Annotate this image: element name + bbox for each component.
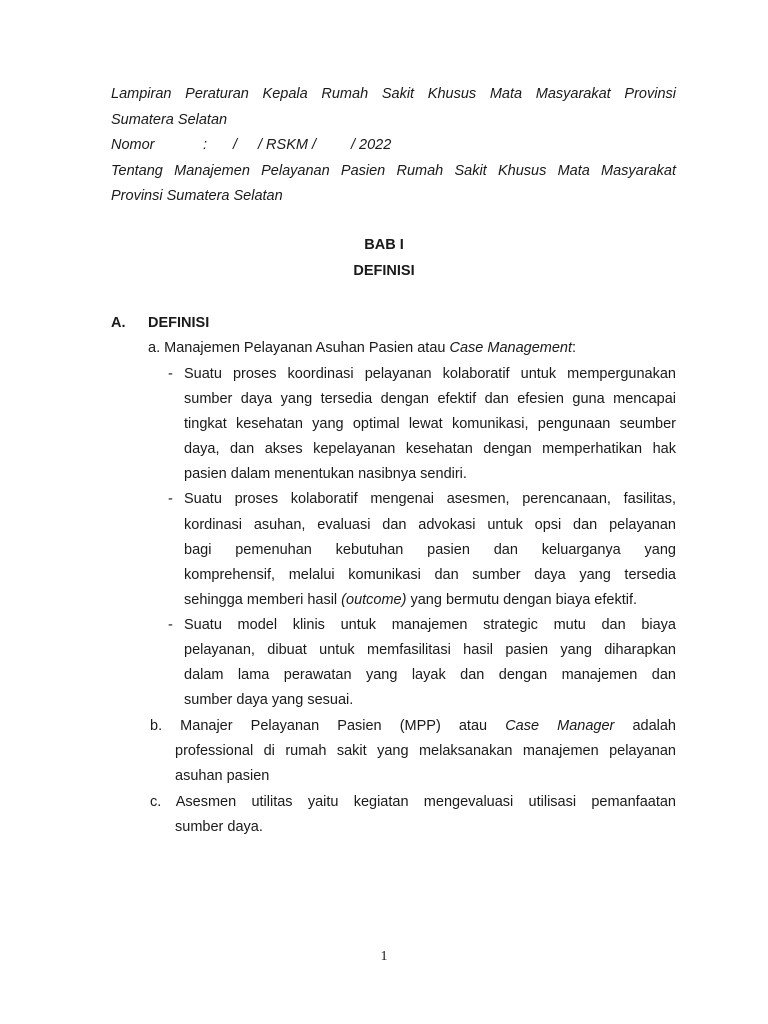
bullet-1-line-4: daya, dan akses kepelayanan kesehatan dengan memperhatikan hak <box>184 441 676 457</box>
bullet-1-line-3: tingkat kesehatan yang optimal lewat komunikasi, pengunaan seumber <box>184 416 676 432</box>
item-b-post: adalah <box>614 718 676 734</box>
item-b-line-2: professional di rumah sakit yang melaksanakan manajemen pelayanan <box>175 743 676 759</box>
item-c-line-1: c. Asesmen utilitas yaitu kegiatan mengevaluasi utilisasi pemanfaatan <box>150 794 676 810</box>
bullet-1-line-2: sumber daya yang tersedia dengan efektif dan efesien guna mencapai <box>184 391 676 407</box>
item-b-line-1 <box>150 716 676 736</box>
header-line-1: Lampiran Peraturan Kepala Rumah Sakit Khusus Mata Masyarakat Provinsi <box>111 86 676 102</box>
item-b-pre: b. Manajer Pelayanan Pasien (MPP) atau <box>150 718 506 734</box>
tentang-line-2: Provinsi Sumatera Selatan <box>111 188 283 204</box>
item-a-heading <box>148 338 576 358</box>
bullet-3-line-3: dalam lama perawatan yang layak dan dengan manajemen dan <box>184 667 676 683</box>
item-a-text: a. Manajemen Pelayanan Asuhan Pasien atau <box>148 340 450 356</box>
chapter-number: BAB I <box>364 237 404 253</box>
bullet-1-line-1: Suatu proses koordinasi pelayanan kolaboratif untuk mempergunakan <box>184 366 676 382</box>
section-letter: A. <box>111 315 126 331</box>
nomor-rskm: / RSKM / <box>258 137 317 153</box>
nomor-year: / 2022 <box>351 137 392 153</box>
bullet-2-line-3: bagi pemenuhan kebutuhan pasien dan keluarganya yang <box>184 542 676 558</box>
case-manager-italic: Case Manager <box>505 718 615 734</box>
bullet-dash: - <box>168 617 173 633</box>
bullet-dash: - <box>168 366 173 382</box>
bullet-3-line-1: Suatu model klinis untuk manajemen strategic mutu dan biaya <box>184 617 676 633</box>
section-title: DEFINISI <box>148 315 210 331</box>
item-b-line-3: asuhan pasien <box>175 768 270 784</box>
tentang-line-1: Tentang Manajemen Pelayanan Pasien Rumah Sakit Khusus Mata Masyarakat <box>111 163 676 179</box>
page-number: 1 <box>380 949 388 964</box>
bullet-2-last-post: yang bermutu dengan biaya efektif. <box>406 592 637 608</box>
item-a-colon: : <box>572 340 577 356</box>
nomor-colon: : <box>203 137 208 153</box>
item-a-italic: Case Management <box>449 340 573 356</box>
bullet-3-line-2: pelayanan, dibuat untuk memfasilitasi hasil pasien yang diharapkan <box>184 642 676 658</box>
bullet-dash: - <box>168 491 173 507</box>
nomor-label: Nomor <box>111 137 155 153</box>
bullet-2-line-4: komprehensif, melalui komunikasi dan sumber daya yang tersedia <box>184 567 676 583</box>
bullet-2-line-5 <box>184 590 637 610</box>
header-line-2: Sumatera Selatan <box>111 112 228 128</box>
outcome-italic: (outcome) <box>341 592 407 608</box>
bullet-3-line-4: sumber daya yang sesuai. <box>184 692 354 708</box>
chapter-title: DEFINISI <box>353 263 415 279</box>
bullet-2-line-1: Suatu proses kolaboratif mengenai asesmen, perencanaan, fasilitas, <box>184 491 676 507</box>
bullet-2-last-pre: sehingga memberi hasil <box>184 592 342 608</box>
bullet-1-line-5: pasien dalam menentukan nasibnya sendiri. <box>184 466 467 482</box>
item-c-line-2: sumber daya. <box>175 819 263 835</box>
bullet-2-line-2: kordinasi asuhan, evaluasi dan advokasi untuk opsi dan pelayanan <box>184 517 676 533</box>
nomor-slash: / <box>233 137 238 153</box>
